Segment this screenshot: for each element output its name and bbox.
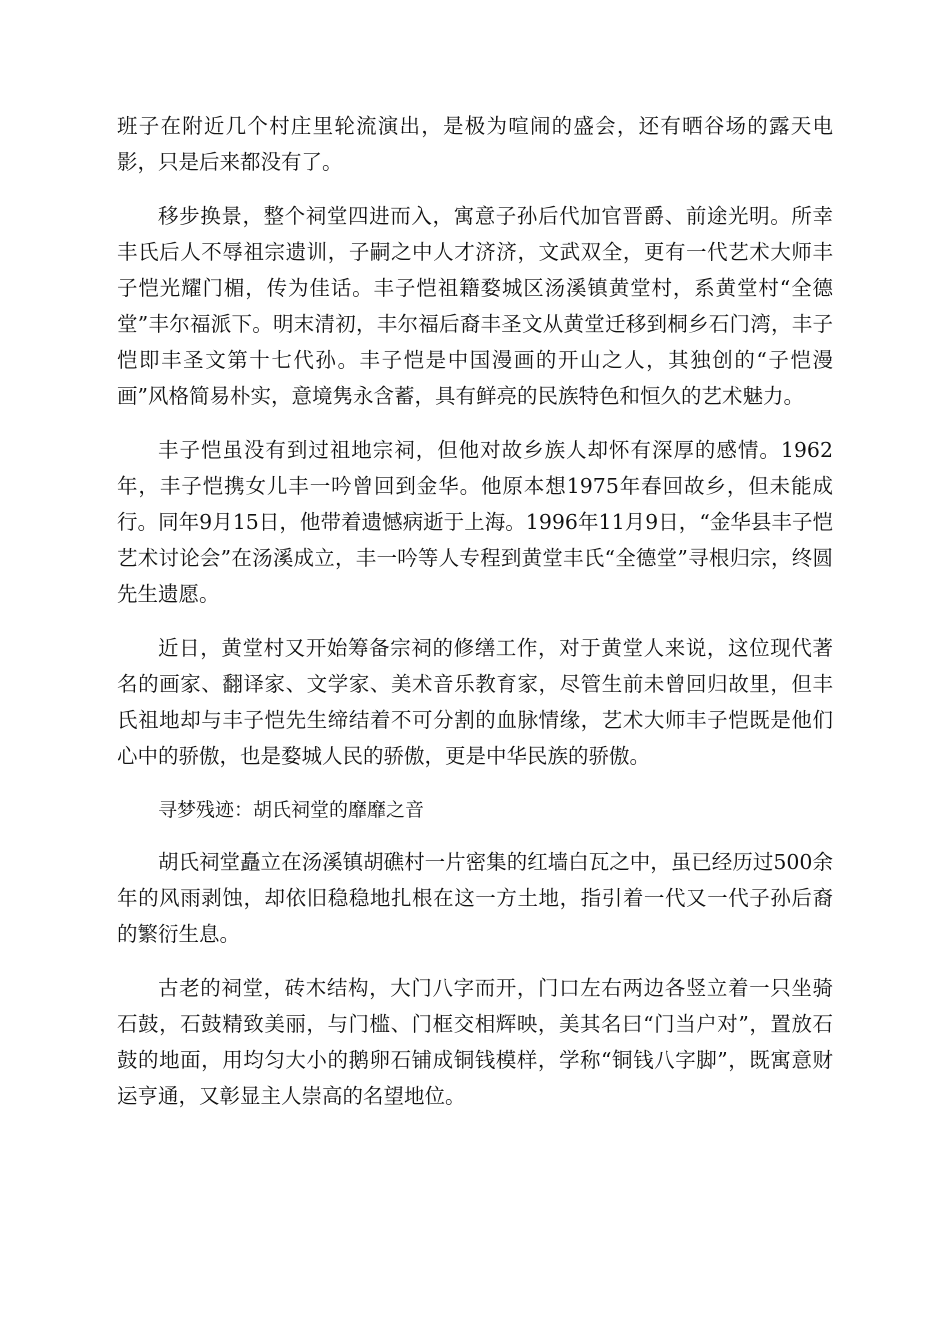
paragraph-2: 移步换景，整个祠堂四进而入，寓意子孙后代加官晋爵、前途光明。所幸丰氏后人不辱祖宗遗训，子嗣之中人才济济，文武双全，更有一代艺术大师丰子恺光耀门楣，传为佳话。丰子恺祖籍婺城区汤溪镇黄堂村，系黄堂村“全德堂”丰尔福派下。明末清初，丰尔福后裔丰圣文从黄堂迁移到桐乡石门湾，丰子恺即丰圣文第十七代孙。丰子恺是中国漫画的开山之人，其独创的“子恺漫画”风格简易朴实，意境隽永含蓄，具有鲜亮的民族特色和恒久的艺术魅力。 — [117, 204, 833, 408]
paragraph-1: 班子在附近几个村庄里轮流演出，是极为喧闹的盛会，还有晒谷场的露天电影，只是后来都没有了。 — [117, 114, 833, 174]
document-body — [117, 108, 833, 1132]
paragraph-4: 近日，黄堂村又开始筹备宗祠的修缮工作，对于黄堂人来说，这位现代著名的画家、翻译家、文学家、美术音乐教育家，尽管生前未曾回归故里，但丰氏祖地却与丰子恺先生缔结着不可分割的血脉情缘，艺术大师丰子恺既是他们心中的骄傲，也是婺城人民的骄傲，更是中华民族的骄傲。 — [117, 636, 833, 768]
paragraph-6: 古老的祠堂，砖木结构，大门八字而开，门口左右两边各竖立着一只坐骑石鼓，石鼓精致美丽，与门槛、门框交相辉映，美其名曰“门当户对”，置放石鼓的地面，用均匀大小的鹅卵石铺成铜钱模样，学称“铜钱八字脚”，既寓意财运亨通，又彰显主人崇高的名望地位。 — [117, 976, 833, 1108]
paragraph-5: 胡氏祠堂矗立在汤溪镇胡礁村一片密集的红墙白瓦之中，虽已经历过500余年的风雨剥蚀，却依旧稳稳地扎根在这一方土地，指引着一代又一代子孙后裔的繁衍生息。 — [117, 850, 833, 946]
paragraph-3: 丰子恺虽没有到过祖地宗祠，但他对故乡族人却怀有深厚的感情。1962年，丰子恺携女儿丰一吟曾回到金华。他原本想1975年春回故乡，但未能成行。同年9月15日，他带着遗憾病逝于上海。1996年11月9日，“金华县丰子恺艺术讨论会”在汤溪成立，丰一吟等人专程到黄堂丰氏“全德堂”寻根归宗，终圆先生遗愿。 — [117, 438, 833, 606]
section-heading: 寻梦残迹：胡氏祠堂的靡靡之音 — [158, 799, 425, 821]
